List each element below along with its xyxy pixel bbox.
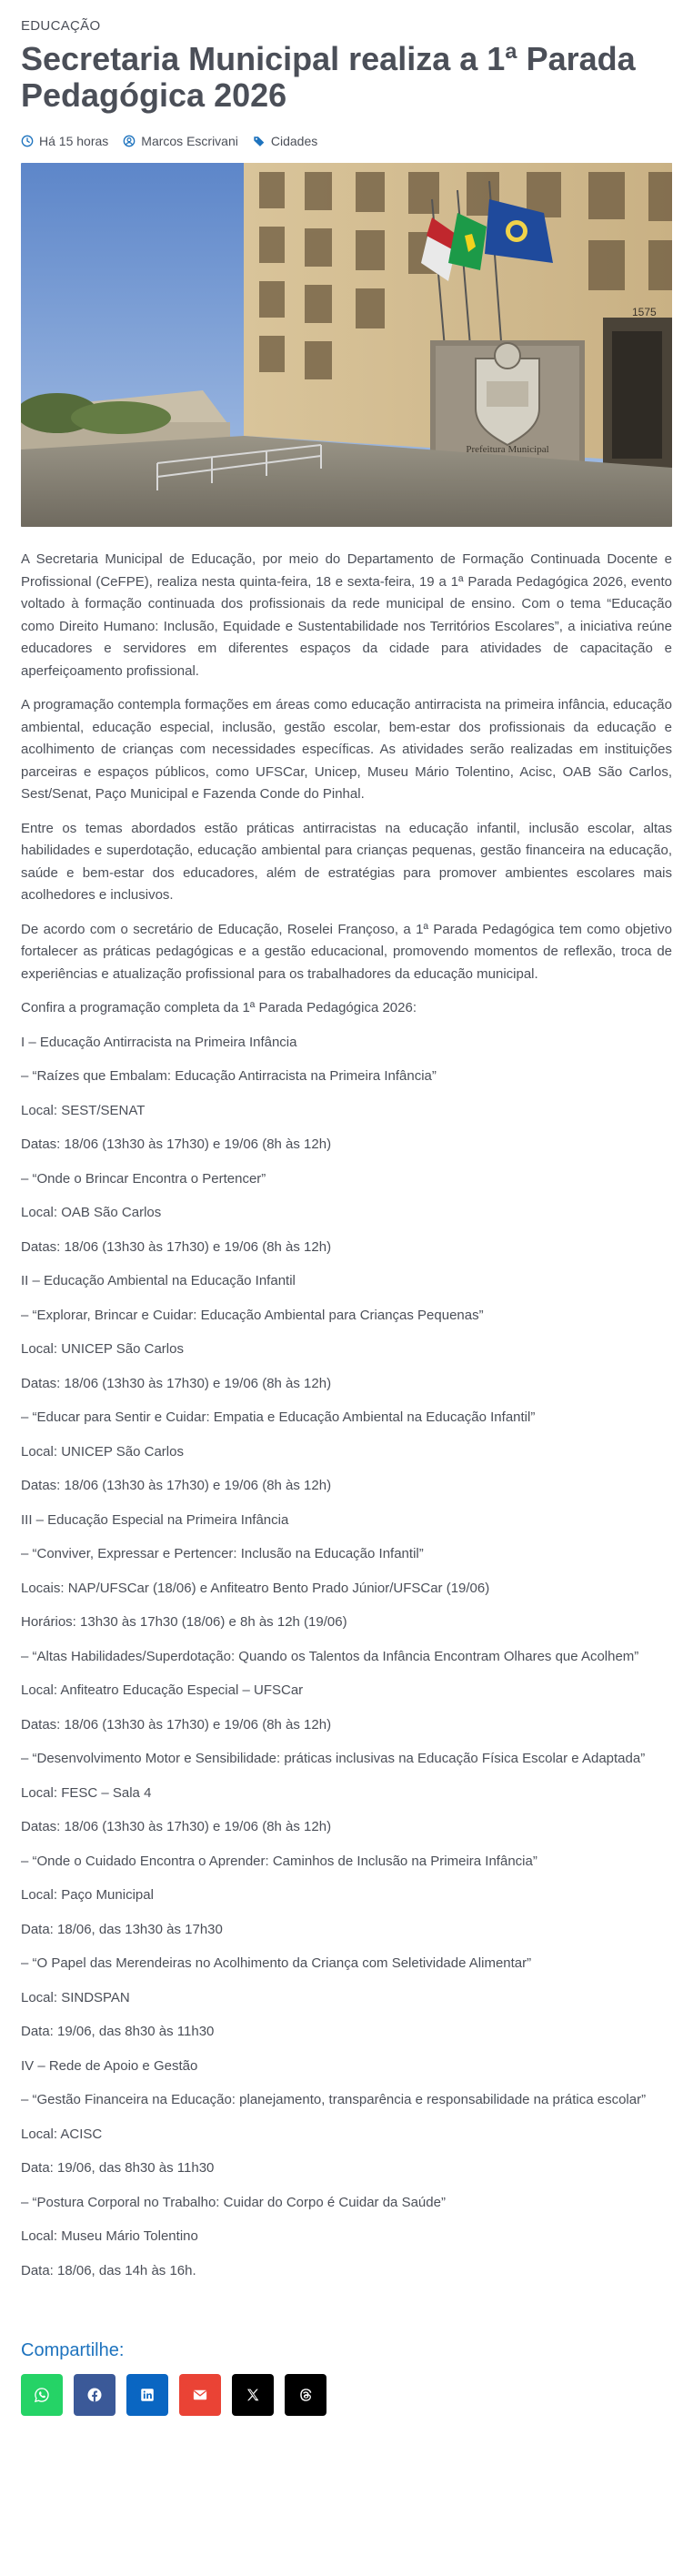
program-location: Local: SEST/SENAT [21, 1102, 146, 1118]
share-threads-button[interactable] [285, 2374, 326, 2416]
program-activity: – “Conviver, Expressar e Pertencer: Inclusão na Educação Infantil” [21, 1546, 424, 1561]
program-section-heading: I – Educação Antirracista na Primeira Infância [21, 1034, 297, 1050]
linkedin-icon [139, 2387, 156, 2403]
program-activity: – “Desenvolvimento Motor e Sensibilidade: práticas inclusivas na Educação Física Escolar e Adaptada” [21, 1751, 646, 1766]
user-icon [123, 135, 136, 147]
program-dates: Data: 18/06, das 13h30 às 17h30 [21, 1921, 223, 1937]
body-paragraph: A programação contempla formações em áreas como educação antirracista na primeira infância, educação ambiental, educação especial, inclusão, gestão escolar, bem-estar dos profissionais da educação e acolhimento de crianças com necessidades específicas. As atividades serão realizadas em instituições parceiras e espaços públicos, como UFSCar, Unicep, Museu Mário Tolentino, Acisc, OAB São Carlos, Sest/Senat, Paço Municipal e Fazenda Conde do Pinhal. [21, 697, 672, 802]
program-location: Locais: NAP/UFSCar (18/06) e Anfiteatro Bento Prado Júnior/UFSCar (19/06) [21, 1580, 490, 1596]
program-dates: Data: 19/06, das 8h30 às 11h30 [21, 2024, 215, 2039]
program-activity: – “Onde o Cuidado Encontra o Aprender: Caminhos de Inclusão na Primeira Infância” [21, 1853, 537, 1869]
program-dates: Datas: 18/06 (13h30 às 17h30) e 19/06 (8h às 12h) [21, 1375, 332, 1391]
program-activity: – “Postura Corporal no Trabalho: Cuidar do Corpo é Cuidar da Saúde” [21, 2194, 446, 2210]
share-whatsapp-button[interactable] [21, 2374, 63, 2416]
tag-icon [253, 135, 266, 147]
email-icon [192, 2387, 208, 2403]
facebook-icon [86, 2387, 103, 2403]
building-number: 1575 [632, 306, 657, 318]
program-dates: Datas: 18/06 (13h30 às 17h30) e 19/06 (8h às 12h) [21, 1478, 332, 1493]
article-body [21, 549, 672, 2282]
clock-icon [21, 135, 34, 147]
share-facebook-button[interactable] [74, 2374, 116, 2416]
share-x-button[interactable] [232, 2374, 274, 2416]
program-location: Local: Museu Mário Tolentino [21, 2228, 198, 2244]
program-section-heading: II – Educação Ambiental na Educação Infantil [21, 1273, 296, 1288]
program-intro: Confira a programação completa da 1ª Parada Pedagógica 2026: [21, 1000, 417, 1015]
program-activity: – “Onde o Brincar Encontra o Pertencer” [21, 1170, 266, 1187]
whatsapp-icon [34, 2387, 50, 2403]
x-icon [245, 2387, 261, 2403]
body-paragraph: A Secretaria Municipal de Educação, por meio do Departamento de Formação Continuada Docente e Profissional (CeFPE), realiza nesta quinta-feira, 18 e sexta-feira, 19 a 1ª Parada Pedagógica 2026, evento voltado à formação continuada dos profissionais da rede municipal de ensino. Com o tema “Educação como Direito Humano: Inclusão, Equidade e Sustentabilidade nos Territórios Escolares”, a iniciativa reúne educadores e servidores em diferentes espaços da cidade para atividades de capacitação e aperfeiçoamento profissional. [21, 551, 672, 679]
meta-author-text[interactable]: Marcos Escrivani [141, 134, 238, 148]
program-activity: – “Educar para Sentir e Cuidar: Empatia e Educação Ambiental na Educação Infantil” [21, 1409, 536, 1425]
program-location: Local: UNICEP São Carlos [21, 1341, 184, 1357]
share-email-button[interactable] [179, 2374, 221, 2416]
share-title: Compartilhe: [21, 2340, 125, 2360]
program-section-heading: IV – Rede de Apoio e Gestão [21, 2057, 198, 2074]
program-location: Local: FESC – Sala 4 [21, 1784, 152, 1801]
meta-time [21, 134, 108, 148]
article-hero-image [21, 163, 672, 527]
program-dates: Datas: 18/06 (13h30 às 17h30) e 19/06 (8h às 12h) [21, 1819, 332, 1834]
program-activity: – “Explorar, Brincar e Cuidar: Educação Ambiental para Crianças Pequenas” [21, 1307, 484, 1323]
program-location: Local: ACISC [21, 2126, 103, 2142]
program-dates: Datas: 18/06 (13h30 às 17h30) e 19/06 (8h às 12h) [21, 1716, 332, 1732]
program-activity: – “Gestão Financeira na Educação: planejamento, transparência e responsabilidade na prática escolar” [21, 2092, 647, 2107]
program-dates: Horários: 13h30 às 17h30 (18/06) e 8h às 12h (19/06) [21, 1614, 347, 1630]
meta-time-text: Há 15 horas [39, 134, 109, 148]
share-linkedin-button[interactable] [126, 2374, 168, 2416]
share-buttons [21, 2374, 672, 2434]
meta-section-text[interactable]: Cidades [270, 134, 318, 148]
threads-icon [297, 2387, 314, 2403]
article-category[interactable]: EDUCAÇÃO [21, 18, 101, 34]
plaque-text-line1: Prefeitura Municipal [466, 444, 549, 455]
program-location: Local: Anfiteatro Educação Especial – UFSCar [21, 1682, 304, 1698]
program-section-heading: III – Educação Especial na Primeira Infância [21, 1511, 289, 1528]
program-dates: Data: 18/06, das 14h às 16h. [21, 2262, 196, 2278]
meta-author[interactable] [123, 134, 238, 148]
program-activity: – “Altas Habilidades/Superdotação: Quando os Talentos da Infância Encontram Olhares que Acolhem” [21, 1648, 639, 1664]
program-location: Local: OAB São Carlos [21, 1205, 162, 1220]
program-dates: Datas: 18/06 (13h30 às 17h30) e 19/06 (8h às 12h) [21, 1136, 332, 1152]
program-location: Local: Paço Municipal [21, 1887, 154, 1903]
body-paragraph: Entre os temas abordados estão práticas antirracistas na educação infantil, inclusão escolar, altas habilidades e superdotação, educação ambiental para crianças pequenas, gestão financeira na educação, saúde e bem-estar dos educadores, além de estratégias para promover ambientes escolares mais acolhedores e inclusivos. [21, 820, 672, 903]
article-meta [21, 134, 672, 148]
program-dates: Data: 19/06, das 8h30 às 11h30 [21, 2160, 215, 2176]
program-location: Local: SINDSPAN [21, 1989, 130, 2005]
article-title: Secretaria Municipal realiza a 1ª Parada Pedagógica 2026 [21, 40, 636, 114]
body-paragraph: De acordo com o secretário de Educação, Roselei Françoso, a 1ª Parada Pedagógica tem como objetivo fortalecer as práticas pedagógicas e a gestão educacional, promovendo momentos de reflexão, troca de experiências e atualização profissional para os trabalhadores da educação municipal. [21, 921, 672, 982]
program-dates: Datas: 18/06 (13h30 às 17h30) e 19/06 (8h às 12h) [21, 1238, 332, 1255]
meta-section[interactable] [253, 134, 317, 148]
program-location: Local: UNICEP São Carlos [21, 1443, 184, 1460]
program-activity: – “O Papel das Merendeiras no Acolhimento da Criança com Seletividade Alimentar” [21, 1955, 532, 1971]
program-activity: – “Raízes que Embalam: Educação Antirracista na Primeira Infância” [21, 1068, 437, 1084]
